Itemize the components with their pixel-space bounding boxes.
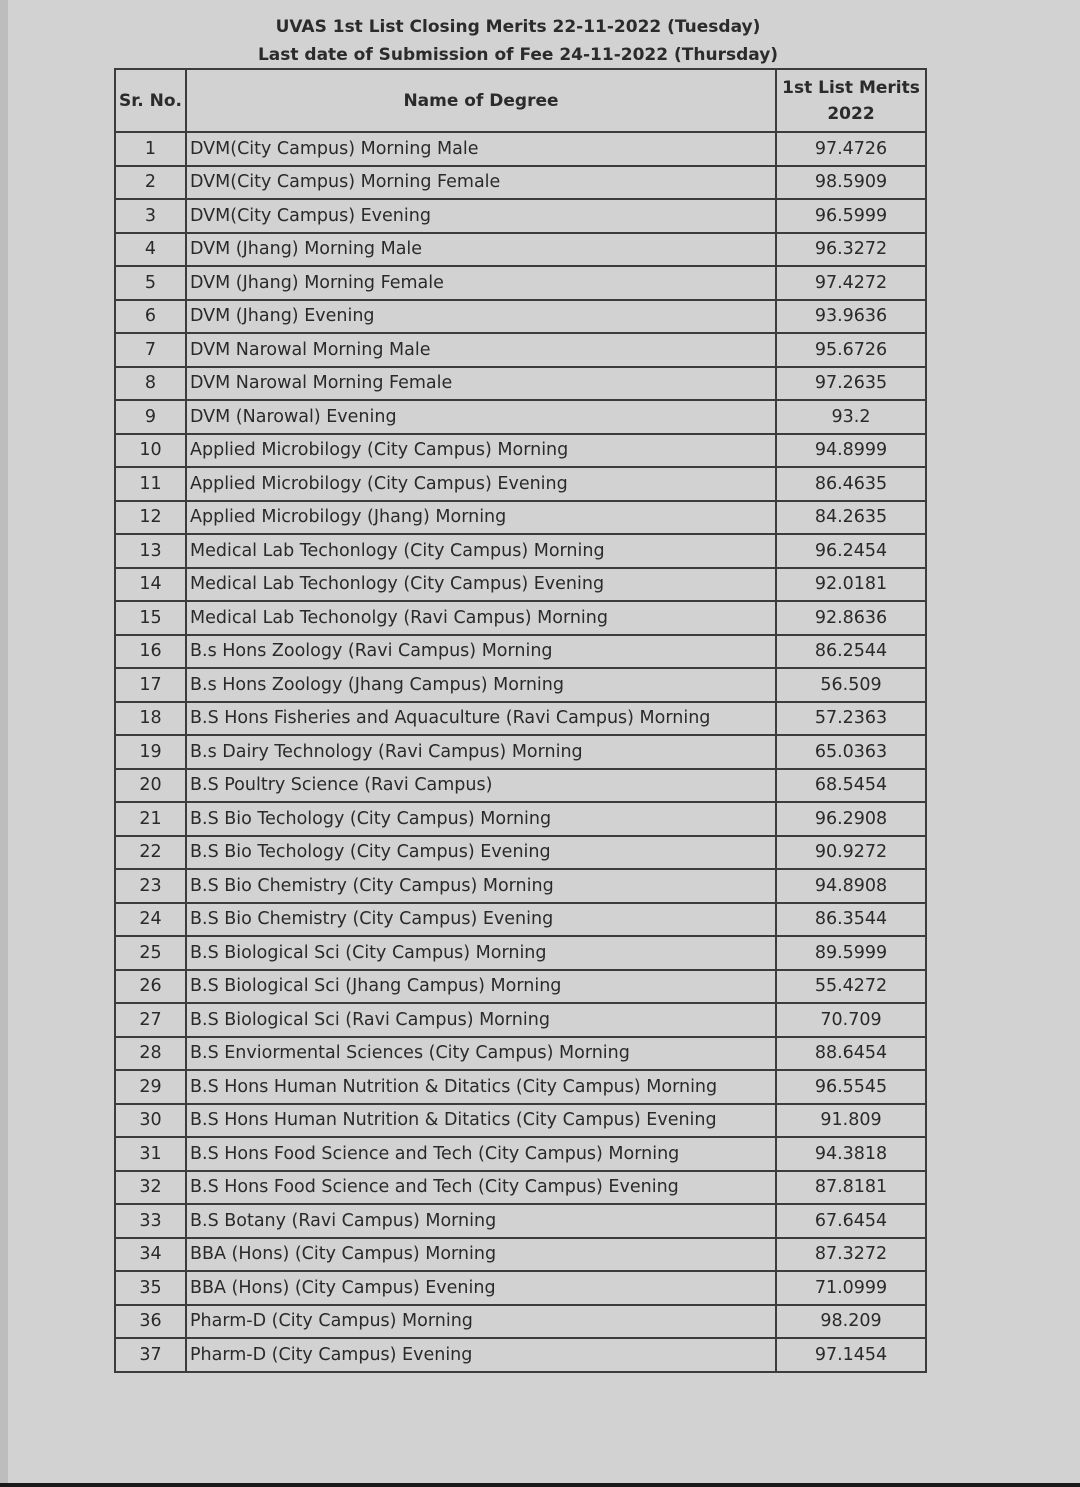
row-degree-name: Medical Lab Techonolgy (Ravi Campus) Morning: [186, 601, 776, 635]
table-row: [115, 702, 926, 736]
merit-table: [114, 68, 927, 1373]
row-degree-name: DVM Narowal Morning Female: [186, 367, 776, 401]
row-merit-value: 70.709: [776, 1003, 926, 1037]
table-row: [115, 199, 926, 233]
row-merit-value: 87.3272: [776, 1238, 926, 1272]
row-merit-value: 86.4635: [776, 467, 926, 501]
row-sr-no: 33: [115, 1204, 186, 1238]
row-sr-no: 3: [115, 199, 186, 233]
row-degree-name: Applied Microbilogy (City Campus) Morning: [186, 434, 776, 468]
row-sr-no: 32: [115, 1171, 186, 1205]
page-bottom-edge: [0, 1483, 1080, 1487]
page-title: UVAS 1st List Closing Merits 22-11-2022 (Tuesday): [275, 17, 761, 37]
row-merit-value: 93.2: [776, 400, 926, 434]
row-degree-name: B.S Enviormental Sciences (City Campus) Morning: [186, 1037, 776, 1071]
table-row: [115, 166, 926, 200]
table-row: [115, 434, 926, 468]
row-degree-name: BBA (Hons) (City Campus) Morning: [186, 1238, 776, 1272]
table-row: [115, 836, 926, 870]
row-degree-name: B.s Hons Zoology (Ravi Campus) Morning: [186, 635, 776, 669]
row-degree-name: B.s Hons Zoology (Jhang Campus) Morning: [186, 668, 776, 702]
table-row: [115, 1037, 926, 1071]
table-row: [115, 769, 926, 803]
row-sr-no: 22: [115, 836, 186, 870]
row-merit-value: 96.2908: [776, 802, 926, 836]
table-row: [115, 333, 926, 367]
table-row: [115, 400, 926, 434]
row-degree-name: Medical Lab Techonlogy (City Campus) Morning: [186, 534, 776, 568]
row-merit-value: 96.2454: [776, 534, 926, 568]
row-degree-name: Applied Microbilogy (Jhang) Morning: [186, 501, 776, 535]
row-sr-no: 27: [115, 1003, 186, 1037]
row-merit-value: 92.8636: [776, 601, 926, 635]
table-row: [115, 635, 926, 669]
row-merit-value: 97.2635: [776, 367, 926, 401]
table-row: [115, 1338, 926, 1372]
row-degree-name: Medical Lab Techonlogy (City Campus) Evening: [186, 568, 776, 602]
row-sr-no: 14: [115, 568, 186, 602]
row-degree-name: DVM (Jhang) Morning Male: [186, 233, 776, 267]
row-sr-no: 36: [115, 1305, 186, 1339]
row-merit-value: 97.4726: [776, 132, 926, 166]
row-sr-no: 24: [115, 903, 186, 937]
column-header-merit: [776, 69, 926, 132]
row-degree-name: DVM (Jhang) Morning Female: [186, 266, 776, 300]
row-merit-value: 98.209: [776, 1305, 926, 1339]
table-row: [115, 1104, 926, 1138]
row-merit-value: 93.9636: [776, 300, 926, 334]
row-sr-no: 10: [115, 434, 186, 468]
row-degree-name: B.S Hons Food Science and Tech (City Campus) Evening: [186, 1171, 776, 1205]
table-row: [115, 869, 926, 903]
row-degree-name: DVM (Jhang) Evening: [186, 300, 776, 334]
row-merit-value: 86.2544: [776, 635, 926, 669]
row-degree-name: B.S Hons Human Nutrition & Ditatics (City Campus) Evening: [186, 1104, 776, 1138]
table-row: [115, 132, 926, 166]
table-row: [115, 534, 926, 568]
row-sr-no: 5: [115, 266, 186, 300]
table-row: [115, 1271, 926, 1305]
row-sr-no: 9: [115, 400, 186, 434]
row-degree-name: B.S Hons Food Science and Tech (City Campus) Morning: [186, 1137, 776, 1171]
row-degree-name: Pharm-D (City Campus) Evening: [186, 1338, 776, 1372]
row-merit-value: 71.0999: [776, 1271, 926, 1305]
table-row: [115, 233, 926, 267]
table-row: [115, 735, 926, 769]
row-merit-value: 94.3818: [776, 1137, 926, 1171]
row-sr-no: 16: [115, 635, 186, 669]
row-degree-name: DVM Narowal Morning Male: [186, 333, 776, 367]
row-merit-value: 90.9272: [776, 836, 926, 870]
row-merit-value: 68.5454: [776, 769, 926, 803]
row-merit-value: 56.509: [776, 668, 926, 702]
table-row: [115, 1171, 926, 1205]
row-merit-value: 94.8908: [776, 869, 926, 903]
row-degree-name: DVM(City Campus) Morning Female: [186, 166, 776, 200]
row-merit-value: 92.0181: [776, 568, 926, 602]
row-merit-value: 57.2363: [776, 702, 926, 736]
row-degree-name: BBA (Hons) (City Campus) Evening: [186, 1271, 776, 1305]
page-left-edge: [0, 0, 8, 1487]
row-merit-value: 95.6726: [776, 333, 926, 367]
row-degree-name: B.S Poultry Science (Ravi Campus): [186, 769, 776, 803]
row-sr-no: 1: [115, 132, 186, 166]
row-merit-value: 97.1454: [776, 1338, 926, 1372]
row-sr-no: 35: [115, 1271, 186, 1305]
table-row: [115, 970, 926, 1004]
row-sr-no: 25: [115, 936, 186, 970]
row-sr-no: 13: [115, 534, 186, 568]
row-sr-no: 23: [115, 869, 186, 903]
row-merit-value: 97.4272: [776, 266, 926, 300]
table-header-row: [115, 69, 926, 132]
row-degree-name: B.S Botany (Ravi Campus) Morning: [186, 1204, 776, 1238]
row-merit-value: 96.5999: [776, 199, 926, 233]
row-sr-no: 21: [115, 802, 186, 836]
row-sr-no: 26: [115, 970, 186, 1004]
table-row: [115, 668, 926, 702]
table-row: [115, 1238, 926, 1272]
row-sr-no: 12: [115, 501, 186, 535]
row-merit-value: 87.8181: [776, 1171, 926, 1205]
row-degree-name: DVM (Narowal) Evening: [186, 400, 776, 434]
table-row: [115, 936, 926, 970]
row-degree-name: B.S Hons Human Nutrition & Ditatics (City Campus) Morning: [186, 1070, 776, 1104]
row-merit-value: 96.5545: [776, 1070, 926, 1104]
column-header-sr-no: Sr. No.: [115, 69, 186, 132]
row-sr-no: 30: [115, 1104, 186, 1138]
table-row: [115, 300, 926, 334]
column-header-merit-line1: 1st List Merits: [782, 77, 920, 98]
row-degree-name: B.S Bio Techology (City Campus) Morning: [186, 802, 776, 836]
row-merit-value: 88.6454: [776, 1037, 926, 1071]
table-row: [115, 367, 926, 401]
table-row: [115, 1003, 926, 1037]
table-body: [115, 132, 926, 1372]
row-sr-no: 34: [115, 1238, 186, 1272]
row-degree-name: B.S Biological Sci (Ravi Campus) Morning: [186, 1003, 776, 1037]
row-merit-value: 98.5909: [776, 166, 926, 200]
table-row: [115, 266, 926, 300]
row-merit-value: 89.5999: [776, 936, 926, 970]
row-merit-value: 55.4272: [776, 970, 926, 1004]
table-row: [115, 1137, 926, 1171]
table-row: [115, 802, 926, 836]
table-row: [115, 601, 926, 635]
row-degree-name: B.S Bio Techology (City Campus) Evening: [186, 836, 776, 870]
row-merit-value: 96.3272: [776, 233, 926, 267]
row-degree-name: B.S Biological Sci (City Campus) Morning: [186, 936, 776, 970]
table-row: [115, 501, 926, 535]
row-degree-name: Pharm-D (City Campus) Morning: [186, 1305, 776, 1339]
row-sr-no: 15: [115, 601, 186, 635]
table-row: [115, 568, 926, 602]
row-sr-no: 4: [115, 233, 186, 267]
table-row: [115, 1204, 926, 1238]
row-merit-value: 86.3544: [776, 903, 926, 937]
column-header-degree-name: Name of Degree: [186, 69, 776, 132]
page-subtitle: Last date of Submission of Fee 24-11-2022 (Thursday): [257, 45, 779, 65]
row-degree-name: B.s Dairy Technology (Ravi Campus) Morning: [186, 735, 776, 769]
table-row: [115, 1305, 926, 1339]
row-sr-no: 18: [115, 702, 186, 736]
row-degree-name: B.S Bio Chemistry (City Campus) Morning: [186, 869, 776, 903]
row-sr-no: 37: [115, 1338, 186, 1372]
table-row: [115, 903, 926, 937]
row-degree-name: B.S Bio Chemistry (City Campus) Evening: [186, 903, 776, 937]
row-degree-name: Applied Microbilogy (City Campus) Evening: [186, 467, 776, 501]
row-sr-no: 19: [115, 735, 186, 769]
row-sr-no: 7: [115, 333, 186, 367]
row-merit-value: 91.809: [776, 1104, 926, 1138]
row-sr-no: 29: [115, 1070, 186, 1104]
row-sr-no: 17: [115, 668, 186, 702]
row-sr-no: 31: [115, 1137, 186, 1171]
row-sr-no: 28: [115, 1037, 186, 1071]
row-degree-name: B.S Hons Fisheries and Aquaculture (Ravi Campus) Morning: [186, 702, 776, 736]
row-degree-name: DVM(City Campus) Morning Male: [186, 132, 776, 166]
row-merit-value: 67.6454: [776, 1204, 926, 1238]
row-degree-name: B.S Biological Sci (Jhang Campus) Morning: [186, 970, 776, 1004]
row-sr-no: 11: [115, 467, 186, 501]
table-row: [115, 1070, 926, 1104]
row-sr-no: 20: [115, 769, 186, 803]
row-sr-no: 2: [115, 166, 186, 200]
row-degree-name: DVM(City Campus) Evening: [186, 199, 776, 233]
column-header-merit-line2: 2022: [827, 103, 875, 124]
row-merit-value: 84.2635: [776, 501, 926, 535]
table-row: [115, 467, 926, 501]
row-sr-no: 8: [115, 367, 186, 401]
row-merit-value: 65.0363: [776, 735, 926, 769]
row-sr-no: 6: [115, 300, 186, 334]
row-merit-value: 94.8999: [776, 434, 926, 468]
